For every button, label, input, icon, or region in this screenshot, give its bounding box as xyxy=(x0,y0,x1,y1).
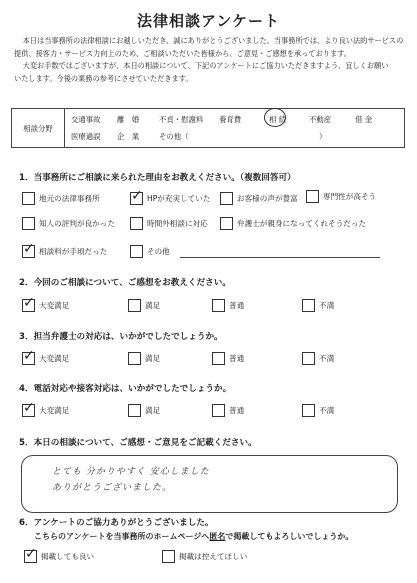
q3-option-satisfied[interactable]: 満足 xyxy=(128,352,160,365)
q2-checkbox-very-satisfied[interactable] xyxy=(22,299,35,312)
q3-checkbox-dissatisfied[interactable] xyxy=(302,352,315,365)
q1-checkbox-fee[interactable] xyxy=(22,245,35,258)
consultation-field-table xyxy=(11,108,405,148)
q1-option-referral[interactable]: 知人の評判が良かった xyxy=(22,217,115,230)
q2-option-dissatisfied[interactable]: 不満 xyxy=(302,299,334,312)
q1-title: 1．当事務所にご相談に来られた理由をお教えください。（複数回答可） xyxy=(19,173,296,183)
q6-question: こちらのアンケートを当事務所のホームページへ匿名で掲載してもよろしいでしょうか。 xyxy=(34,532,354,541)
q2-checkbox-neutral[interactable] xyxy=(212,299,225,312)
q1-option-other[interactable]: その他 xyxy=(130,245,170,258)
q6-title: 6．アンケートのご協力ありがとうございました。 xyxy=(19,518,214,528)
q2-checkbox-dissatisfied[interactable] xyxy=(302,299,315,312)
q5-comment-box[interactable] xyxy=(21,455,398,513)
q4-checkbox-satisfied[interactable] xyxy=(128,404,141,417)
field-divorce: 離 婚 xyxy=(117,115,140,124)
q1-option-caring-lawyer[interactable]: 弁護士が親身になってくれそうだった xyxy=(220,217,366,230)
q1-option-expertise[interactable]: 専門性が高そう xyxy=(306,190,376,203)
q1-option-local[interactable]: 地元の法律事務所 xyxy=(22,192,100,205)
q1-option-reviews[interactable]: お客様の声が豊富 xyxy=(220,192,298,205)
intro-line-1: 本日は当事務所の法律相談にお越しいただき、誠にありがとうございました。当事務所では、より良い法的サービスの xyxy=(22,36,404,45)
q1-checkbox-hp[interactable] xyxy=(130,192,143,205)
q4-option-very-satisfied[interactable]: ✓ 大変満足 xyxy=(22,404,69,417)
q5-handwritten-line-1: とても 分かりやすく 安心しました xyxy=(52,467,210,477)
q6-anonymous-underlined: 匿名 xyxy=(209,532,226,541)
q1-option-afterhours[interactable]: 時間外相談に対応 xyxy=(130,217,208,230)
field-infidelity: 不貞・慰謝料 xyxy=(159,115,204,124)
q6-option-ok[interactable]: ✓ 掲載しても良い xyxy=(24,550,94,563)
consultation-field-label: 相談分野 xyxy=(12,109,65,148)
q5-handwritten-line-2: ありがとうございました。 xyxy=(52,483,173,493)
consultation-field-options xyxy=(65,109,405,148)
q4-checkbox-very-satisfied[interactable] xyxy=(22,404,35,417)
q1-checkbox-afterhours[interactable] xyxy=(130,217,143,230)
page-title: 法律相談アンケート xyxy=(136,12,281,30)
q4-checkbox-dissatisfied[interactable] xyxy=(302,404,315,417)
q1-option-hp[interactable]: ✓ HPが充実していた xyxy=(130,192,210,205)
q2-option-neutral[interactable]: 普通 xyxy=(212,299,244,312)
q1-checkbox-caring-lawyer[interactable] xyxy=(220,217,233,230)
q1-checkbox-expertise[interactable] xyxy=(306,190,319,203)
q3-checkbox-satisfied[interactable] xyxy=(128,352,141,365)
q1-checkbox-other[interactable] xyxy=(130,245,143,258)
q4-option-neutral[interactable]: 普通 xyxy=(212,404,244,417)
q4-option-dissatisfied[interactable]: 不満 xyxy=(302,404,334,417)
field-other: その他（ xyxy=(159,132,189,141)
q3-option-very-satisfied[interactable]: ✓ 大変満足 xyxy=(22,352,69,365)
q6-checkbox-decline[interactable] xyxy=(162,550,175,563)
intro-line-3: 大変お手数ではございますが、本日の相談について、下記のアンケートにご協力いただきますよう、宜しくお願い xyxy=(22,61,389,70)
q3-checkbox-very-satisfied[interactable] xyxy=(22,352,35,365)
field-medical: 医療過誤 xyxy=(71,132,101,141)
field-inheritance-circled: 相 続 xyxy=(269,114,309,125)
q6-option-decline[interactable]: 掲載は控えてほしい xyxy=(162,550,247,563)
field-child-support: 養育費 xyxy=(219,115,242,124)
q6-checkbox-ok[interactable] xyxy=(24,550,37,563)
q1-checkbox-referral[interactable] xyxy=(22,217,35,230)
field-real-estate: 不動産 xyxy=(309,115,332,124)
intro-line-2: 提供、接客力・サービス力向上のため、ご相談いただいた皆様から、ご意見・ご感想を承っております。 xyxy=(14,48,351,58)
intro-line-4: いたします。今後の業務の参考にさせていただきます。 xyxy=(14,73,193,83)
q3-checkbox-neutral[interactable] xyxy=(212,352,225,365)
intro-text xyxy=(14,35,406,85)
q2-option-very-satisfied[interactable]: ✓ 大変満足 xyxy=(22,299,69,312)
q4-option-satisfied[interactable]: 満足 xyxy=(128,404,160,417)
q3-option-dissatisfied[interactable]: 不満 xyxy=(302,352,334,365)
field-other-close: ） xyxy=(319,132,327,141)
q2-title: 2．今回のご相談について、ご感想をお教えください。 xyxy=(19,278,231,288)
field-corporate: 企 業 xyxy=(117,132,140,141)
q1-other-line[interactable] xyxy=(180,257,380,258)
field-traffic: 交通事故 xyxy=(71,115,101,124)
q1-checkbox-reviews[interactable] xyxy=(220,192,233,205)
q1-option-fee[interactable]: ✓ 相談料が手頃だった xyxy=(22,245,107,258)
q2-checkbox-satisfied[interactable] xyxy=(128,299,141,312)
q5-title: 5．本日の相談について、ご感想・ご意見をご記載ください。 xyxy=(19,438,257,448)
q3-option-neutral[interactable]: 普通 xyxy=(212,352,244,365)
q3-title: 3．担当弁護士の対応は、いかがでしたでしょうか。 xyxy=(19,332,223,342)
field-debt: 借 金 xyxy=(355,115,373,124)
q4-title: 4．電話対応や接客対応は、いかがでしたでしょうか。 xyxy=(19,384,232,394)
q1-checkbox-local[interactable] xyxy=(22,192,35,205)
q4-checkbox-neutral[interactable] xyxy=(212,404,225,417)
q2-option-satisfied[interactable]: 満足 xyxy=(128,299,160,312)
